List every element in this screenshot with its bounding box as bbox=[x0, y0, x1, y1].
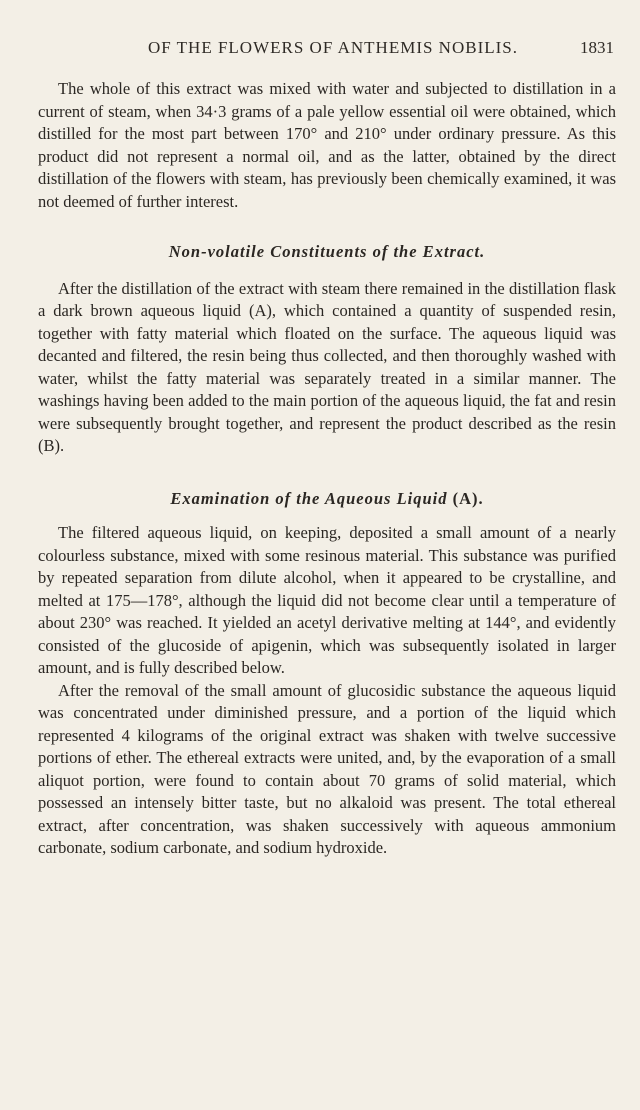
paragraph-essential-oil: The whole of this extract was mixed with water and subjected to distillation in a current of steam, when 34·3 grams of a pale yellow essential oil were obtained, which distilled for the most part between 170° and 210° under ordinary pressure. As this product did not represent a normal oil, and as the latter, obtained by the direct distillation of the flowers with steam, has previously been chemically examined, it was not deemed of further interest. bbox=[38, 79, 616, 211]
running-title: OF THE FLOWERS OF ANTHEMIS NOBILIS. bbox=[148, 38, 518, 57]
heading-aqueous-liquid bbox=[38, 488, 616, 511]
paragraph-ether-extraction: After the removal of the small amount of glucosidic substance the aqueous liquid was concentrated under diminished pressure, and a portion of the liquid which represented 4 kilograms of the original extract was shaken with twelve successive portions of ether. The ethereal extracts were united, and, by the evaporation of a small aliquot portion, were found to contain about 70 grams of solid material, which possessed an intensely bitter taste, but no alkaloid was present. The total ethereal extract, after concentration, was shaken successively with aqueous ammonium carbonate, sodium carbonate, and sodium hydroxide. bbox=[38, 680, 616, 857]
heading-non-volatile-constituents: Non-volatile Constituents of the Extract. bbox=[168, 242, 486, 261]
heading-aqueous-liquid-suffix: (A). bbox=[447, 488, 484, 508]
page-number: 1831 bbox=[580, 38, 614, 57]
heading-aqueous-liquid-italic: Examination of the Aqueous Liquid bbox=[170, 488, 448, 508]
running-head bbox=[38, 38, 614, 64]
body-text bbox=[38, 78, 616, 860]
paragraph-distillation-residue: After the distillation of the extract with steam there remained in the distillation flask a dark brown aqueous liquid (A), which contained a quantity of suspended resin, together with fatty material which floated on the surface. The aqueous liquid was decanted and filtered, the resin being thus collected, and then thoroughly washed with water, whilst the fatty material was separately treated in a similar manner. The washings having been added to the main portion of the aqueous liquid, the fat and resin were subsequently brought together, and represent the product described as the resin (B). bbox=[38, 278, 616, 455]
paragraph-filtered-liquid: The filtered aqueous liquid, on keeping, deposited a small amount of a nearly colourless substance, mixed with some resinous material. This substance was purified by repeated separation from dilute alcohol, when it appeared to be crystalline, and melted at 175—178°, although the liquid did not become clear until a temperature of about 230° was reached. It yielded an acetyl derivative melting at 144°, and evidently consisted of the glucoside of apigenin, which was subsequently isolated in larger amount, and is fully described below. bbox=[38, 523, 616, 677]
